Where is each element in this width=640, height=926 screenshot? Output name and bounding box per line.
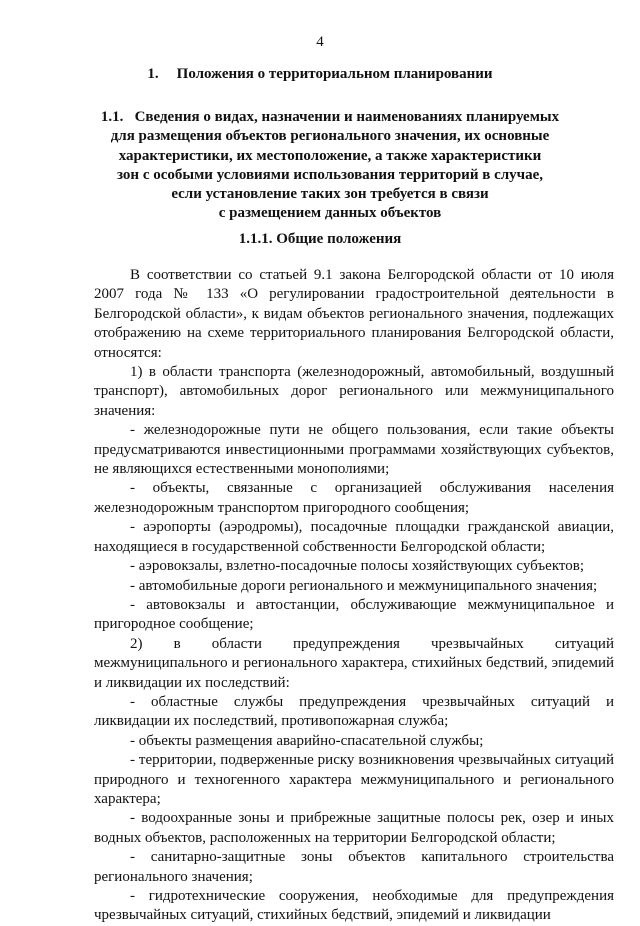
list-item: - водоохранные зоны и прибрежные защитные полосы рек, озер и иных водных объектов, расположенных на территории Белгородской области; [94, 810, 614, 846]
subsection-title-line: зон с особыми условиями использования территорий в случае, [116, 166, 544, 183]
subsection-title-line: если установление таких зон требуется в связи [171, 186, 489, 203]
paragraph: 1) в области транспорта (железнодорожный, автомобильный, воздушный транспорт), автомобильных дорог регионального или межмуниципального значения: [94, 364, 614, 419]
list-item: - автомобильные дороги регионального и межмуниципального значения; [130, 577, 598, 594]
list-item: - железнодорожные пути не общего пользования, если такие объекты предусматриваются инвестиционными программами хозяйствующих субъектов, не являющихся естественными монополиями; [94, 422, 614, 478]
section-title: Положения о территориальном планировании [176, 66, 493, 82]
list-item: - автовокзалы и автостанции, обслуживающие межмуниципальное и пригородное сообщение; [94, 596, 614, 633]
subsection-title-line: характеристики, их местоположение, а также характеристики [118, 147, 542, 164]
paragraph: 2) в области предупреждения чрезвычайных ситуаций межмуниципального и регионального характера, стихийных бедствий, эпидемий и ликвидации их последствий: [94, 635, 614, 691]
subsubsection-heading: 1.1.1. Общие положения [238, 231, 402, 247]
subsection-number: 1.1. [100, 109, 124, 125]
list-item: - аэропорты (аэродромы), посадочные площадки гражданской авиации, находящиеся в государственной собственности Белгородской области; [94, 519, 614, 555]
paragraph: В соответствии со статьей 9.1 закона Белгородской области от 10 июля 2007 года № 133 «О регулировании градостроительной деятельности в Белгородской области», к видам объектов регионального значения, подлежащих отображению на схеме территориального планирования Белгородской области, относятся: [94, 267, 614, 361]
subsection-title-line: с размещением данных объектов [218, 205, 442, 222]
list-item: - территории, подверженные риску возникновения чрезвычайных ситуаций природного и техногенного характера межмуниципального и регионального характера; [94, 752, 614, 807]
list-item: - областные службы предупреждения чрезвычайных ситуаций и ликвидации их последствий, противопожарная служба; [94, 693, 614, 730]
subsection-heading [80, 108, 580, 224]
body-text [94, 266, 614, 926]
subsection-title-line: 1.1. Сведения о видах, назначении и наименованиях планируемых [100, 109, 560, 125]
list-item: - гидротехнические сооружения, необходимые для предупреждения чрезвычайных ситуаций, стихийных бедствий, эпидемий и ликвидации [94, 888, 614, 924]
list-item: - аэровокзалы, взлетно-посадочные полосы хозяйствующих субъектов; [130, 558, 585, 575]
section-number: 1. [147, 66, 159, 82]
list-item: - санитарно-защитные зоны объектов капитального строительства регионального значения; [94, 849, 614, 885]
subsection-title-line: для размещения объектов регионального значения, их основные [110, 128, 550, 145]
list-item: - объекты, связанные с организацией обслуживания населения железнодорожным транспортом пригородного сообщения; [94, 480, 614, 516]
list-item: - объекты размещения аварийно-спасательной службы; [130, 732, 484, 749]
section-heading [0, 66, 640, 83]
page-number: 4 [316, 34, 324, 50]
